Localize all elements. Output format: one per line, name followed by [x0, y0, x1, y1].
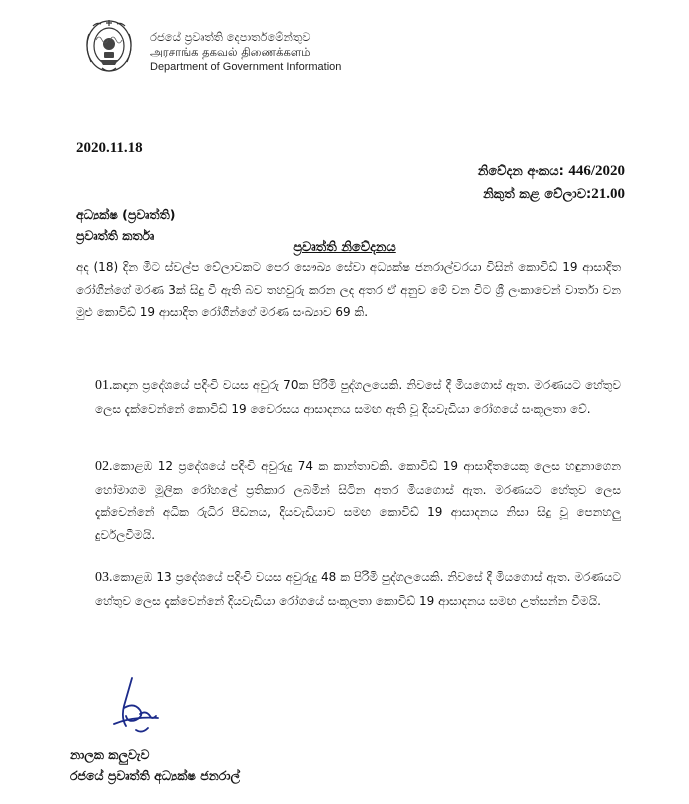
- list-item: [95, 374, 621, 420]
- release-number-line: [478, 160, 625, 183]
- release-date: 2020.11.18: [76, 140, 143, 156]
- department-name-english: Department of Government Information: [150, 61, 342, 73]
- item-text: කඳාන ප්‍රදේශයේ පදිංචි වයස අවුරු 70ක පිරිමි පුද්ගලයෙකි. නිවසේ දී මියගොස් ඇත. මරණයට හේතුව ලෙස දැක්වෙන්නේ කොවිඩ් 19 වෛරසය ආසාදනය සමඟ ඇති වූ දියවැඩියා රෝගයේ සංකූලතා වේ.: [95, 378, 621, 416]
- item-number: 03.: [95, 570, 113, 585]
- item-number: 02.: [95, 459, 113, 474]
- government-emblem-icon: [80, 16, 138, 78]
- item-text: කොළඹ 12 ප්‍රදේශයේ පදිංචි අවුරුදු 74 ක කාන්තාවකි. කොවිඩ් 19 ආසාදිතයෙකු ලෙස හඳුනාගෙන හෝමාගම මූලික රෝහලේ ප්‍රතිකාර ලබමින් සිටින අතර මියගොස් ඇත. මරණයට හේතුව ලෙස දැක්වෙන්නේ අධික රුධිර පීඩනය, දියවැඩියාව සමඟ කොවිඩ් 19 ආසාදනය නිසා සිදු වූ පෙනහලු දුර්වලවීමයි.: [95, 459, 621, 542]
- release-meta: [478, 160, 625, 206]
- release-time-line: [478, 183, 625, 206]
- release-number-label: නිවේදන අංකය:: [477, 164, 569, 179]
- document-heading: ප්‍රවෘත්ති නිවේදනය: [293, 240, 396, 255]
- list-item: [95, 566, 621, 612]
- item-number: 01.: [95, 378, 113, 393]
- release-time-value: 21.00: [591, 186, 625, 202]
- addressee-line-2: ප්‍රවෘත්ති කර්තෘ: [76, 228, 155, 243]
- intro-paragraph: අද (18) දින මීට ස්වල්ප වේලාවකට පෙර සෞඛ්‍ය සේවා අධ්‍යක්ෂ ජනරාල්වරයා විසින් කොවිඩ් 19 ආසාදිත රෝගීන්ගේ මරණ 3ක් සිදු වී ඇති බව තහවුරු කරන ලද අතර ඒ අනුව මේ වන විට ශ්‍රී ලංකාවෙන් වාර්තා වන මුළු කොවිඩ් 19 ආසාදිත රෝගීන්ගේ මරණ සංඛ්‍යාව 69 කි.: [76, 260, 621, 319]
- release-time-label: නිකුත් කළ වේලාව:: [483, 187, 592, 202]
- signer-block: [70, 744, 240, 786]
- department-name-block: [150, 30, 410, 75]
- item-text: කොළඹ 13 ප්‍රදේශයේ පදිංචි වයස අවුරුදු 48 ක පිරිමි පුද්ගලයෙකි. නිවසේ දී මියගොස් ඇත. මරණයට හේතුව ලෙස දැක්වෙන්නේ දියවැඩියා රෝගයේ සංකූලතා කොවිඩ් 19 ආසාදනය සමඟ උත්සන්න වීමයි.: [95, 570, 621, 608]
- addressee-line-1: අධ්‍යක්ෂ (ප්‍රවෘත්ති): [76, 207, 176, 222]
- signer-name: නාලක කලුවැව: [70, 747, 150, 762]
- department-name-sinhala: රජයේ ප්‍රවෘත්ති දෙපාර්තමේන්තුව: [150, 30, 311, 44]
- signer-title: රජයේ ප්‍රවෘත්ති අධ්‍යක්ෂ ජනරාල්: [70, 768, 241, 783]
- release-number-value: 446/2020: [568, 163, 625, 179]
- department-name-tamil: அரசாங்க தகவல் திணைக்களம்: [150, 45, 311, 59]
- list-item: [95, 455, 621, 546]
- signature-icon: [96, 674, 186, 742]
